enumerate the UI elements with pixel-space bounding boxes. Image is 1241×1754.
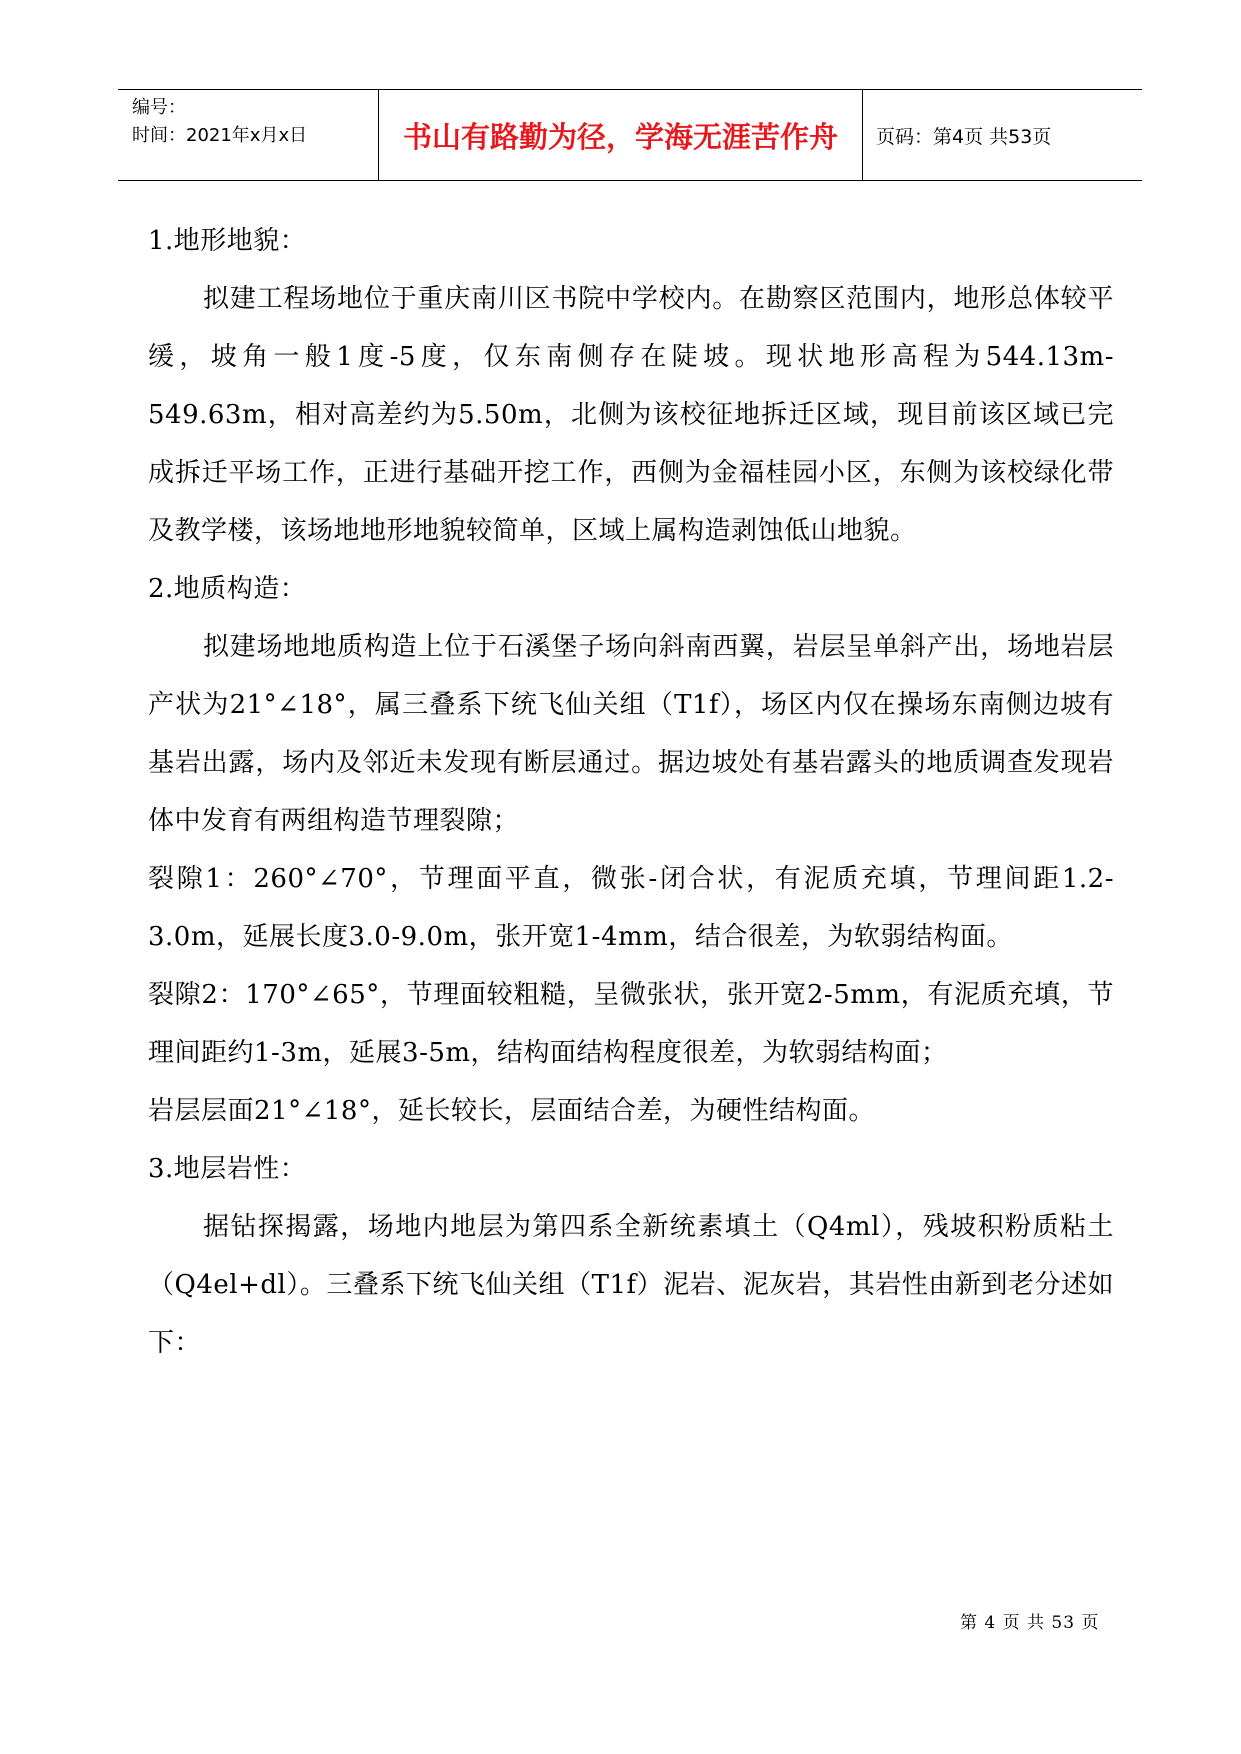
section-heading-geologic-structure: 2.地质构造： — [148, 574, 307, 604]
paragraph-geologic-structure: 拟建场地地质构造上位于石溪堡子场向斜南西翼，岩层呈单斜产出，场地岩层产状为21°∠18°，属三叠系下统飞仙关组（T1f），场区内仅在操场东南侧边坡有基岩出露，场内及邻近未发现有断层通过。据边坡处有基岩露头的地质调查发现岩体中发育有两组构造节理裂隙； — [148, 632, 1114, 836]
header-motto: 书山有路勤为径，学海无涯苦作舟 — [402, 119, 838, 154]
document-time: 时间：2021年x月x日 — [132, 125, 308, 146]
page-footer: 第 4 页 共 53 页 — [960, 1613, 1100, 1633]
paragraph-fracture-2: 裂隙2：170°∠65°，节理面较粗糙，呈微张状，张开宽2-5mm，有泥质充填，节理间距约1-3m，延展3-5m，结构面结构程度很差，为软弱结构面； — [148, 980, 1114, 1068]
document-body — [148, 212, 1114, 1372]
section-heading-terrain: 1.地形地貌： — [148, 226, 307, 256]
paragraph-strata: 据钻探揭露，场地内地层为第四系全新统素填土（Q4ml），残坡积粉质粘土（Q4el+dl）。三叠系下统飞仙关组（T1f）泥岩、泥灰岩，其岩性由新到老分述如下： — [148, 1212, 1114, 1358]
header-page-number: 页码：第4页 共53页 — [876, 125, 1052, 148]
header-meta — [132, 94, 307, 150]
document-number-label: 编号： — [132, 97, 186, 118]
paragraph-fracture-1: 裂隙1：260°∠70°，节理面平直，微张-闭合状，有泥质充填，节理间距1.2-3.0m，延展长度3.0-9.0m，张开宽1-4mm，结合很差，为软弱结构面。 — [148, 864, 1114, 952]
page-header — [118, 89, 1142, 181]
paragraph-bedding-plane: 岩层层面21°∠18°，延长较长，层面结合差，为硬性结构面。 — [148, 1096, 875, 1126]
section-heading-strata: 3.地层岩性： — [148, 1154, 307, 1184]
paragraph-terrain: 拟建工程场地位于重庆南川区书院中学校内。在勘察区范围内，地形总体较平缓，坡角一般1度-5度，仅东南侧存在陡坡。现状地形高程为544.13m-549.63m，相对高差约为5.50m，北侧为该校征地拆迁区域，现目前该区域已完成拆迁平场工作，正进行基础开挖工作，西侧为金福桂园小区，东侧为该校绿化带及教学楼，该场地地形地貌较简单，区域上属构造剥蚀低山地貌。 — [148, 284, 1114, 546]
header-divider — [862, 90, 863, 180]
